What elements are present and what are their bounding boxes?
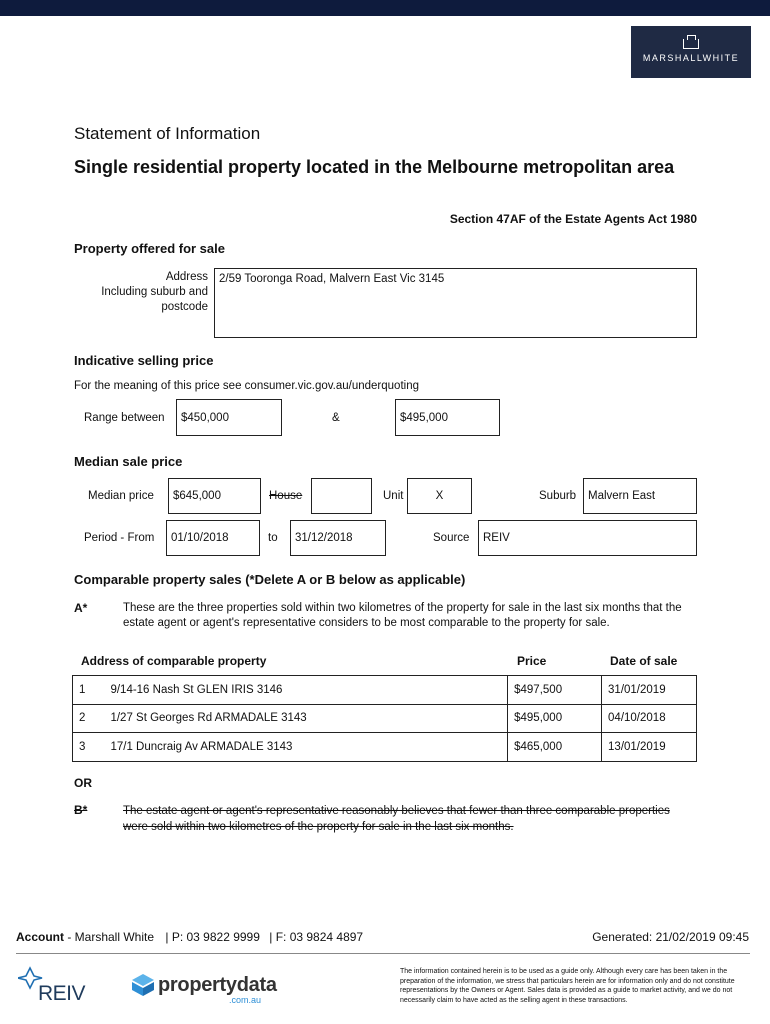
comparable-heading: Comparable property sales (*Delete A or B below as applicable) xyxy=(74,572,466,587)
underquoting-note: For the meaning of this price see consumer.vic.gov.au/underquoting xyxy=(74,380,419,392)
range-label: Range between xyxy=(84,412,165,424)
house-label: House xyxy=(269,490,303,502)
period-to-value: 31/12/2018 xyxy=(295,532,353,544)
house-field[interactable] xyxy=(311,478,372,514)
source-field[interactable] xyxy=(478,520,697,556)
address-value: 2/59 Tooronga Road, Malvern East Vic 3145 xyxy=(219,273,445,285)
column-header-address: Address of comparable property xyxy=(81,654,267,668)
propertydata-logo xyxy=(130,970,277,1008)
option-a-label: A* xyxy=(74,601,88,615)
suburb-value: Malvern East xyxy=(588,490,656,502)
address-label-line: Including suburb and xyxy=(101,286,208,298)
option-b-label: B* xyxy=(74,803,88,817)
row-address: 1/27 St Georges Rd ARMADALE 3143 xyxy=(104,704,507,733)
unit-field[interactable] xyxy=(407,478,472,514)
unit-value: X xyxy=(435,490,444,502)
table-row xyxy=(73,733,697,762)
marshall-white-logo xyxy=(631,26,751,78)
section-reference: Section 47AF of the Estate Agents Act 1980 xyxy=(449,212,697,226)
table-row xyxy=(73,704,697,733)
table-row xyxy=(73,676,697,705)
brand-name: MARSHALLWHITE xyxy=(642,53,740,63)
statement-title: Statement of Information xyxy=(74,124,261,143)
reiv-wordmark: REIV xyxy=(38,982,86,1005)
price-high-value: $495,000 xyxy=(400,411,448,424)
row-date: 04/10/2018 xyxy=(602,704,697,733)
column-header-price: Price xyxy=(517,654,547,668)
reiv-logo xyxy=(18,966,98,1006)
indicative-heading: Indicative selling price xyxy=(74,353,214,368)
suburb-label: Suburb xyxy=(539,490,577,502)
propertydata-wordmark xyxy=(158,974,277,997)
or-label: OR xyxy=(74,776,92,790)
column-header-date: Date of sale xyxy=(610,654,678,668)
period-from-label: Period - From xyxy=(84,532,155,544)
suburb-field[interactable] xyxy=(583,478,697,514)
fax-number: | F: 03 9824 4897 xyxy=(269,930,364,944)
house-icon xyxy=(683,39,699,49)
row-price: $495,000 xyxy=(508,704,602,733)
row-number: 3 xyxy=(73,733,105,762)
propertydata-domain: .com.au xyxy=(229,995,262,1005)
median-price-field[interactable] xyxy=(168,478,261,514)
address-field[interactable] xyxy=(214,268,697,338)
row-price: $465,000 xyxy=(508,733,602,762)
phone-number: | P: 03 9822 9999 xyxy=(165,930,260,944)
option-b-text: The estate agent or agent's representative reasonably believes that fewer than three comparable properties were sold within two kilometres of the property for sale in the last six months. xyxy=(123,805,670,833)
page-title: Single residential property located in the Melbourne metropolitan area xyxy=(74,157,675,177)
price-low-field[interactable] xyxy=(176,399,282,436)
top-bar xyxy=(0,0,770,16)
period-to-label: to xyxy=(268,532,278,544)
propertydata-text: propertydata xyxy=(158,974,277,996)
property-heading: Property offered for sale xyxy=(74,241,225,256)
address-label-line: Address xyxy=(165,271,208,283)
period-from-value: 01/10/2018 xyxy=(171,532,229,544)
footer-divider xyxy=(16,953,750,954)
disclaimer-text: The information contained herein is to be used as a guide only. Although every care has been taken in the preparation of the information, we stress that particulars herein are for information only and do not constitute representations by the Owners or Agent. Sales data is provided as a guide to market activity, and we do not necessarily claim to have acted as the selling agent in these transactions. xyxy=(400,968,735,1004)
propertydata-cube-icon xyxy=(130,972,156,998)
row-date: 31/01/2019 xyxy=(602,676,697,705)
address-label-line: postcode xyxy=(161,301,208,313)
account-label: Account xyxy=(16,930,64,944)
address-label xyxy=(60,270,208,315)
period-from-field[interactable] xyxy=(166,520,260,556)
range-separator: & xyxy=(332,412,340,424)
price-low-value: $450,000 xyxy=(181,411,229,424)
median-heading: Median sale price xyxy=(74,454,183,469)
generated-timestamp: Generated: 21/02/2019 09:45 xyxy=(592,930,749,944)
account-value: - Marshall White xyxy=(64,930,155,944)
row-date: 13/01/2019 xyxy=(602,733,697,762)
option-a-text: These are the three properties sold within two kilometres of the property for sale in the last six months that the estate agent or agent's representative considers to be most comparable to the property for sale. xyxy=(123,602,682,629)
median-price-value: $645,000 xyxy=(173,490,221,502)
row-address: 9/14-16 Nash St GLEN IRIS 3146 xyxy=(104,676,507,705)
row-number: 2 xyxy=(73,704,105,733)
price-high-field[interactable] xyxy=(395,399,500,436)
row-address: 17/1 Duncraig Av ARMADALE 3143 xyxy=(104,733,507,762)
source-value: REIV xyxy=(483,532,510,544)
period-to-field[interactable] xyxy=(290,520,386,556)
comparable-sales-table xyxy=(72,675,697,762)
footer-account xyxy=(16,930,363,944)
row-number: 1 xyxy=(73,676,105,705)
source-label: Source xyxy=(433,532,470,544)
median-price-label: Median price xyxy=(88,490,154,502)
unit-label: Unit xyxy=(383,490,404,502)
row-price: $497,500 xyxy=(508,676,602,705)
